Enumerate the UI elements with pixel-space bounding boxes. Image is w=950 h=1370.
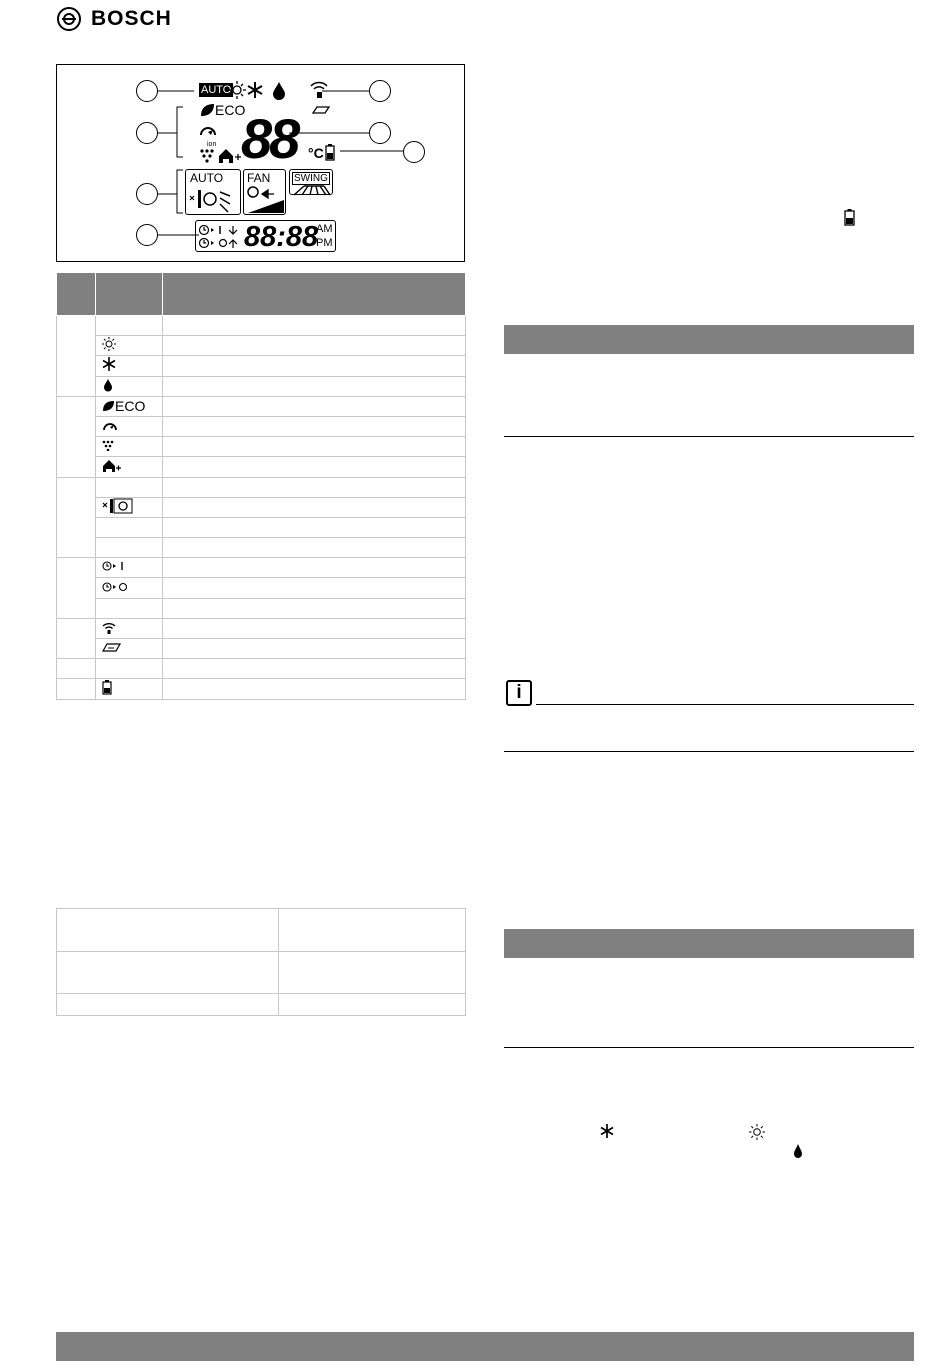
section-heading-bar — [504, 929, 914, 958]
display-figure — [56, 64, 465, 262]
table-row — [57, 336, 466, 356]
table-row — [57, 994, 466, 1016]
table-row — [57, 477, 466, 497]
table-row — [57, 437, 466, 457]
ion-icon — [102, 439, 114, 451]
callout-4 — [136, 224, 158, 246]
header-cell — [163, 273, 466, 316]
swing-icon — [292, 184, 332, 196]
timer-icons — [198, 223, 242, 251]
lcd-ion: ion — [207, 141, 217, 148]
table-row — [57, 952, 466, 994]
spec-table — [56, 908, 466, 1016]
lcd-timer-box — [195, 220, 336, 252]
sun-icon — [102, 337, 116, 351]
eco-label: ECO — [115, 397, 146, 414]
timer-off-icon — [102, 581, 130, 593]
lcd-fan-auto: AUTO — [190, 171, 224, 185]
drop-icon — [792, 1143, 804, 1159]
battery-icon — [844, 208, 855, 226]
lcd-celsius: °C — [308, 145, 324, 161]
divider — [504, 1047, 914, 1048]
lcd-clock: 88:88 — [244, 221, 319, 253]
table-row — [57, 558, 466, 578]
lcd-mode-icons — [227, 79, 297, 101]
divider — [504, 436, 914, 437]
table-row — [57, 659, 466, 679]
header-cell — [96, 273, 163, 316]
lcd-pm: PM — [316, 237, 333, 249]
table-row — [57, 376, 466, 396]
turbo-icon — [102, 419, 118, 431]
fan-speed-icon — [246, 186, 286, 214]
timer-on-icon — [102, 560, 126, 572]
table-row — [57, 416, 466, 436]
bosch-logo — [57, 7, 172, 31]
table-row — [57, 679, 466, 699]
lcd-fan-auto-box — [185, 169, 241, 215]
battery-icon — [325, 143, 335, 161]
table-row — [57, 909, 466, 952]
louver-icon — [188, 186, 238, 214]
sun-icon — [749, 1124, 765, 1140]
callout-5 — [369, 80, 391, 102]
lcd-temperature: 88 — [241, 107, 298, 170]
leaf-icon — [102, 400, 115, 412]
table-row — [57, 578, 466, 598]
table-row — [57, 396, 466, 416]
leaf-icon — [199, 103, 215, 117]
turbo-icon — [199, 123, 217, 137]
divider — [504, 751, 914, 752]
lcd-auto-mode: AUTO — [201, 84, 232, 96]
info-icon: i — [506, 680, 532, 706]
drop-icon — [273, 82, 285, 100]
table-row — [57, 618, 466, 638]
lcd-swing-box — [289, 169, 333, 195]
lcd-eco: ECO — [215, 102, 246, 118]
lcd-signal-icons — [309, 77, 331, 119]
snowflake-icon — [102, 357, 116, 371]
table-row — [57, 356, 466, 376]
section-heading-bar — [504, 325, 914, 354]
callout-2 — [136, 122, 158, 144]
callout-7 — [403, 141, 425, 163]
table-row — [57, 598, 466, 618]
wifi-icon — [102, 620, 116, 634]
lcd-am: AM — [316, 223, 333, 235]
louver-icon — [102, 498, 134, 514]
card-icon — [102, 642, 122, 652]
table-row — [57, 517, 466, 537]
brand-name: BOSCH — [91, 7, 172, 30]
table-header-row — [57, 273, 466, 316]
lcd-fan-label: FAN — [247, 171, 271, 185]
symbol-table — [56, 272, 466, 700]
table-row — [57, 538, 466, 558]
table-row — [57, 639, 466, 659]
table-row — [57, 457, 466, 477]
callout-1 — [136, 80, 158, 102]
header-cell — [57, 273, 96, 316]
table-row — [57, 497, 466, 517]
info-divider — [536, 704, 914, 705]
snowflake-icon — [600, 1124, 614, 1138]
sun-icon — [233, 86, 241, 94]
footer-bar — [56, 1332, 914, 1361]
snowflake-icon — [248, 82, 262, 98]
callout-6 — [369, 122, 391, 144]
battery-icon — [102, 679, 112, 695]
lcd-fan-box — [243, 169, 286, 215]
drop-icon — [102, 378, 114, 392]
callout-3 — [136, 183, 158, 205]
table-row — [57, 316, 466, 336]
bosch-armature-icon — [57, 7, 81, 31]
lcd-swing-label: SWING — [294, 173, 328, 184]
home-icon — [102, 459, 122, 472]
